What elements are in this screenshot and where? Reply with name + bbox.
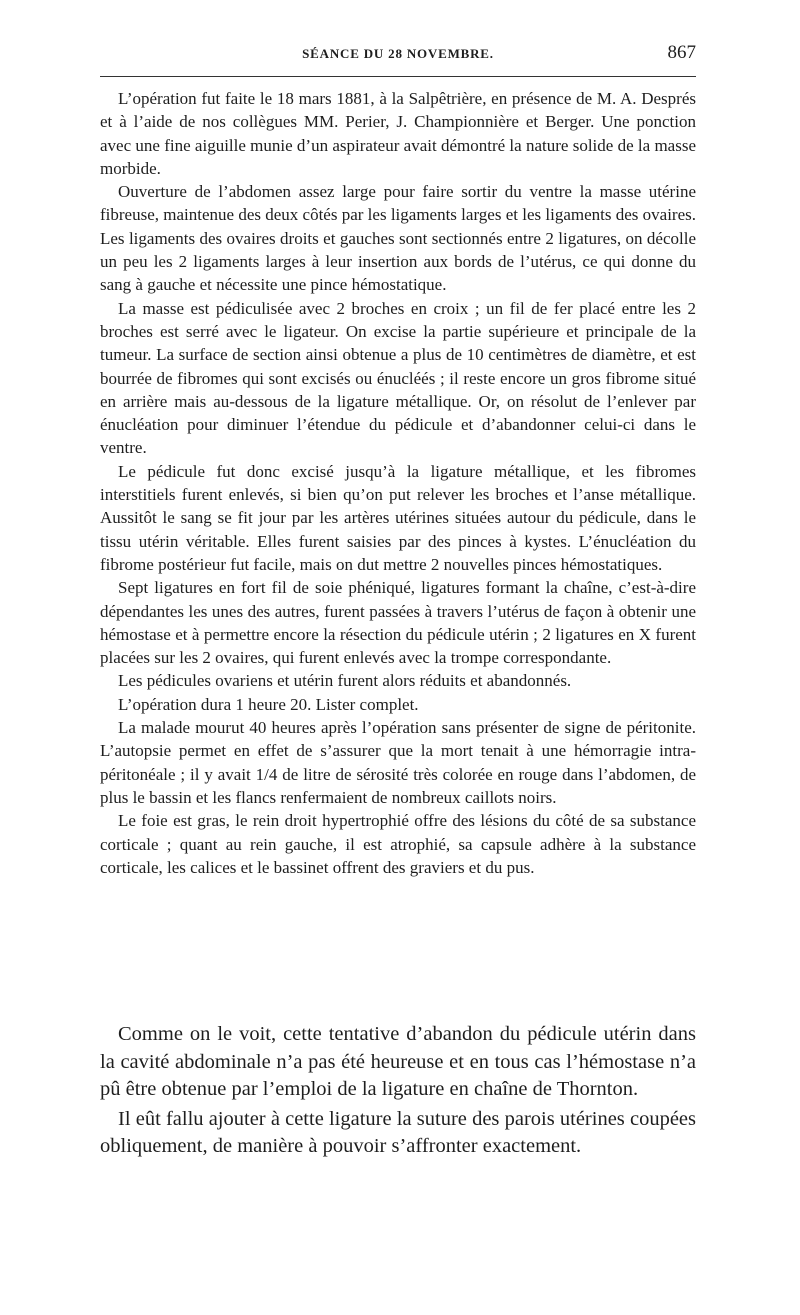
paragraph: Ouverture de l’abdomen assez large pour faire sortir du ventre la masse utérine fibreuse, maintenue des deux côtés par les ligaments larges et les ligaments des ovaires. Les ligaments des ovaires droits et gauches sont sectionnés entre 2 ligatures, on décolle un peu les 2 ligaments larges à leur insertion aux bords de l’utérus, ce qui donne du sang à gauche et nécessite une pince hémostatique. bbox=[100, 182, 696, 295]
paragraph: L’opération fut faite le 18 mars 1881, à la Salpêtrière, en présence de M. A. Després et à l’aide de nos collègues MM. Perier, J. Championnière et Berger. Une ponction avec une fine aiguille munie d’un aspirateur avait démontré la nature solide de la masse morbide. bbox=[100, 89, 696, 178]
paragraph: L’opération dura 1 heure 20. Lister complet. bbox=[118, 694, 419, 714]
page-header bbox=[100, 42, 696, 68]
paragraph: Sept ligatures en fort fil de soie phéniqué, ligatures formant la chaîne, c’est-à-dire dépendantes les unes des autres, furent passées à travers l’utérus de façon à obtenir une hémostase et à permettre encore la résection du pédicule utérin ; 2 ligatures en X furent placées sur les 2 ovaires, qui furent enlevés avec la trompe correspondante. bbox=[100, 578, 696, 668]
case-report bbox=[100, 87, 696, 879]
paragraph: La malade mourut 40 heures après l’opération sans présenter de signe de péritonite. L’autopsie permet en effet de s’assurer que la mort tenait à une hémorragie intra-péritonéale ; il y avait 1/4 de litre de sérosité très colorée en rouge dans l’abdomen, de plus le bassin et les flancs renfermaient de nombreux caillots noirs. bbox=[100, 718, 696, 807]
paragraph: Le pédicule fut donc excisé jusqu’à la ligature métallique, et les fibromes interstitiels furent enlevés, si bien qu’on put relever les broches et l’anse métallique. Aussitôt le sang se fit jour par les artères utérines situées autour du pédicule, dans le tissu utérin véritable. Elles furent saisies par des pinces à kystes. L’énucléation du fibrome postérieur fut facile, mais on dut mettre 2 nouvelles pinces hémostatiques. bbox=[100, 461, 696, 574]
paragraph: Comme on le voit, cette tentative d’abandon du pédicule utérin dans la cavité abdominale n’a pas été heureuse et en tous cas l’hémostase n’a pû être obtenue par l’emploi de la ligature en chaîne de Thornton. bbox=[100, 1023, 696, 1100]
running-title: SÉANCE DU 28 NOVEMBRE. bbox=[302, 46, 494, 61]
commentary bbox=[100, 1021, 696, 1161]
paragraph: Le foie est gras, le rein droit hypertrophié offre des lésions du côté de sa substance corticale ; quant au rein gauche, il est atrophié, sa capsule adhère à la substance corticale, les calices et le bassinet offrent des graviers et du pus. bbox=[100, 811, 696, 877]
paragraph: Il eût fallu ajouter à cette ligature la suture des parois utérines coupées obliquement, de manière à pouvoir s’affronter exactement. bbox=[100, 1107, 696, 1157]
paragraph: La masse est pédiculisée avec 2 broches en croix ; un fil de fer placé entre les 2 broches est serré avec le ligateur. On excise la partie supérieure et principale de la tumeur. La surface de section ainsi obtenue a plus de 10 centimètres de diamètre, et est bourrée de fibromes qui sont excisés ou énucléés ; il reste encore un gros fibrome situé en arrière mais au-dessous de la ligature métallique. Or, on résolut de l’enlever par énucléation pour diminuer l’étendue du pédicule et d’abandonner celui-ci dans le ventre. bbox=[100, 298, 696, 458]
paragraph: Les pédicules ovariens et utérin furent alors réduits et abandonnés. bbox=[118, 671, 572, 691]
page-number: 867 bbox=[667, 42, 696, 63]
header-rule bbox=[100, 76, 696, 77]
